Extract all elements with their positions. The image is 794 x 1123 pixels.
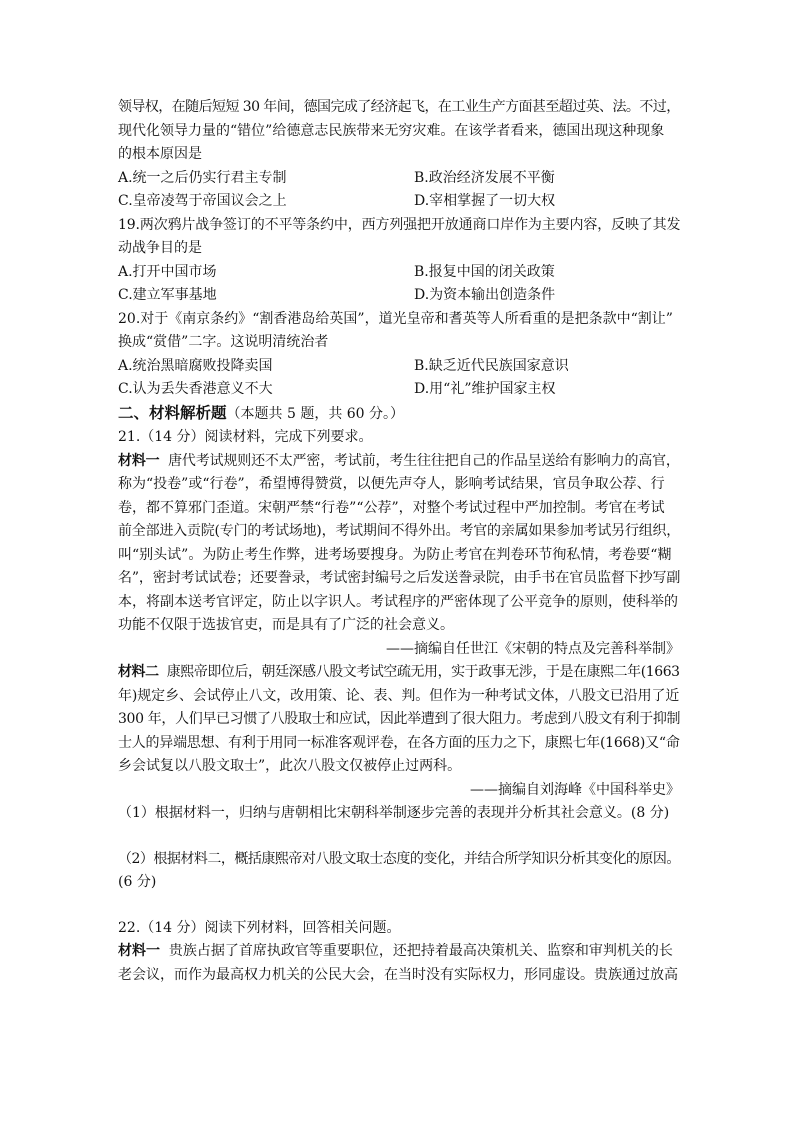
q20-options-row [118, 378, 680, 402]
q21-head: 21.（14 分）阅读材料，完成下列要求。 [118, 429, 373, 445]
q21-material1-first-line [118, 450, 680, 474]
q18-stem-line: 领导权，在随后短短 30 年间，德国完成了经济起飞，在工业生产方面甚至超过英、法。不过， [118, 99, 680, 115]
q21-subquestion-2: （2）根据材料二，概括康熙帝对八股文取士态度的变化，并结合所学知识分析其变化的原因。 [118, 850, 680, 867]
q18-option-b: B.政治经济发展不平衡 [414, 169, 555, 186]
q20-options-row [118, 355, 680, 379]
q21-material2-line: 乡会试复以八股文取士”，此次八股文仅被停止过两科。 [118, 758, 462, 774]
q19-stem-line: 19.两次鸦片战争签订的不平等条约中，西方列强把开放通商口岸作为主要内容，反映了其发 [118, 216, 681, 233]
q21-material1-line: 卷，都不算邪门歪道。宋朝严禁“行卷”“公荐”，对整个考试过程中严加控制。考官在考试 [118, 499, 665, 516]
q21-material2-line: 康熙帝即位后，朝廷深感八股文考试空疏无用，实于政事无涉，于是在康熙二年(1663 [158, 664, 680, 680]
q19-option-c: C.建立军事基地 [118, 287, 217, 303]
q21-material1-line: 前全部进入贡院(专门的考试场地)，考试期间不得外出。考官的亲属如果参加考试另行组织， [118, 523, 681, 539]
exam-page [118, 96, 680, 987]
q18-options-row [118, 190, 680, 214]
q20-stem-line: 20.对于《南京条约》“割香港岛给英国”，道光皇帝和耆英等人所看重的是把条款中“割让” [118, 310, 673, 327]
q21-material1-label: 材料一 [118, 452, 160, 469]
q21-material1-line: 本，将副本送考官评定，防止以字识人。考试程序的严密体现了公平竞争的原则，使科举的 [118, 593, 678, 610]
q20-stem-line: 换成“赏借”二字。这说明清统治者 [118, 334, 329, 350]
q18-option-c: C.皇帝凌驾于帝国议会之上 [118, 193, 287, 209]
q22-head: 22.（14 分）阅读下列材料，回答相关问题。 [118, 919, 401, 936]
q21-material2-source: ——摘编自刘海峰《中国科举史》 [470, 781, 680, 798]
q19-option-d: D.为资本输出创造条件 [414, 287, 556, 303]
q21-material2-label: 材料二 [118, 664, 159, 680]
q21-material2-line: 士人的异端思想、有利于用同一标准客观评卷，在各方面的压力之下，康熙七年(1668)又“命 [118, 734, 680, 751]
q21-material2-line: 年)规定乡、会试停止八文，改用策、论、表、判。但作为一种考试文体，八股文已沿用了近 [118, 687, 680, 704]
q20-option-d: D.用“礼”维护国家主权 [414, 381, 556, 397]
q20-option-c: C.认为丢失香港意义不大 [118, 381, 273, 397]
q21-material2-first-line [118, 661, 680, 685]
q18-option-d: D.宰相掌握了一切大权 [414, 193, 556, 209]
q19-stem-line: 动战争目的是 [118, 240, 202, 256]
q21-material2-line: 300 年，人们早已习惯了八股取士和应试，因此举遭到了很大阻力。考虑到八股文有利于抑制 [118, 711, 681, 727]
q21-material1-source: ——摘编自任世江《宋朝的特点及完善科举制》 [386, 640, 680, 657]
q21-material1-line: 功能不仅限于选拔官吏，而是具有了广泛的社会意义。 [118, 617, 454, 633]
q19-options-row [118, 261, 680, 285]
q18-options-row [118, 167, 680, 191]
q19-option-b: B.报复中国的闭关政策 [414, 263, 555, 280]
q22-material1-first-line [118, 940, 680, 964]
q21-material1-line: 唐代考试规则还不太严密，考试前，考生往往把自己的作品呈送给有影响力的高官， [159, 452, 680, 469]
q21-material1-line: 叫“别头试”。为防止考生作弊，进考场要搜身。为防止考官在判卷环节徇私情，考卷要“糊 [118, 546, 672, 563]
q21-material1-line: 称为“投卷”或“行卷”，希望博得赞赏，以便先声夺人，影响考试结果，官员争取公荐、行 [118, 476, 665, 492]
section-note: （本题共 5 题，共 60 分。） [226, 405, 405, 422]
q18-stem-line: 的根本原因是 [118, 146, 202, 162]
q20-option-b: B.缺乏近代民族国家意识 [414, 357, 569, 374]
q22-material1-label: 材料一 [118, 943, 160, 959]
q20-option-a: A.统治黑暗腐败投降卖国 [118, 357, 273, 374]
answer-space [118, 826, 680, 848]
section-title: 二、材料解析题 [118, 403, 227, 422]
q18-option-a: A.统一之后仍实行君主专制 [118, 169, 287, 186]
q21-material1-line: 名”，密封考试试卷；还要誊录，考试密封编号之后发送誊录院，由手书在官员监督下抄写副 [118, 570, 681, 586]
answer-space [118, 895, 680, 917]
section-heading [118, 402, 680, 427]
q22-material1-line: 老会议，而作为最高权力机关的公民大会，在当时没有实际权力，形同虚设。贵族通过放高 [118, 966, 678, 983]
q22-material1-line: 贵族占据了首席执政官等重要职位，还把持着最高决策机关、监察和审判机关的长 [160, 943, 673, 959]
q19-options-row [118, 284, 680, 308]
q21-subquestion-2: (6 分) [118, 874, 157, 890]
q21-subquestion-1: （1）根据材料一，归纳与唐朝相比宋朝科举制逐步完善的表现并分析其社会意义。(8 分) [118, 805, 670, 821]
q19-option-a: A.打开中国市场 [118, 263, 217, 280]
q18-stem-line: 现代化领导力量的“错位”给德意志民族带来无穷灾难。在该学者看来，德国出现这种现象 [118, 122, 665, 139]
